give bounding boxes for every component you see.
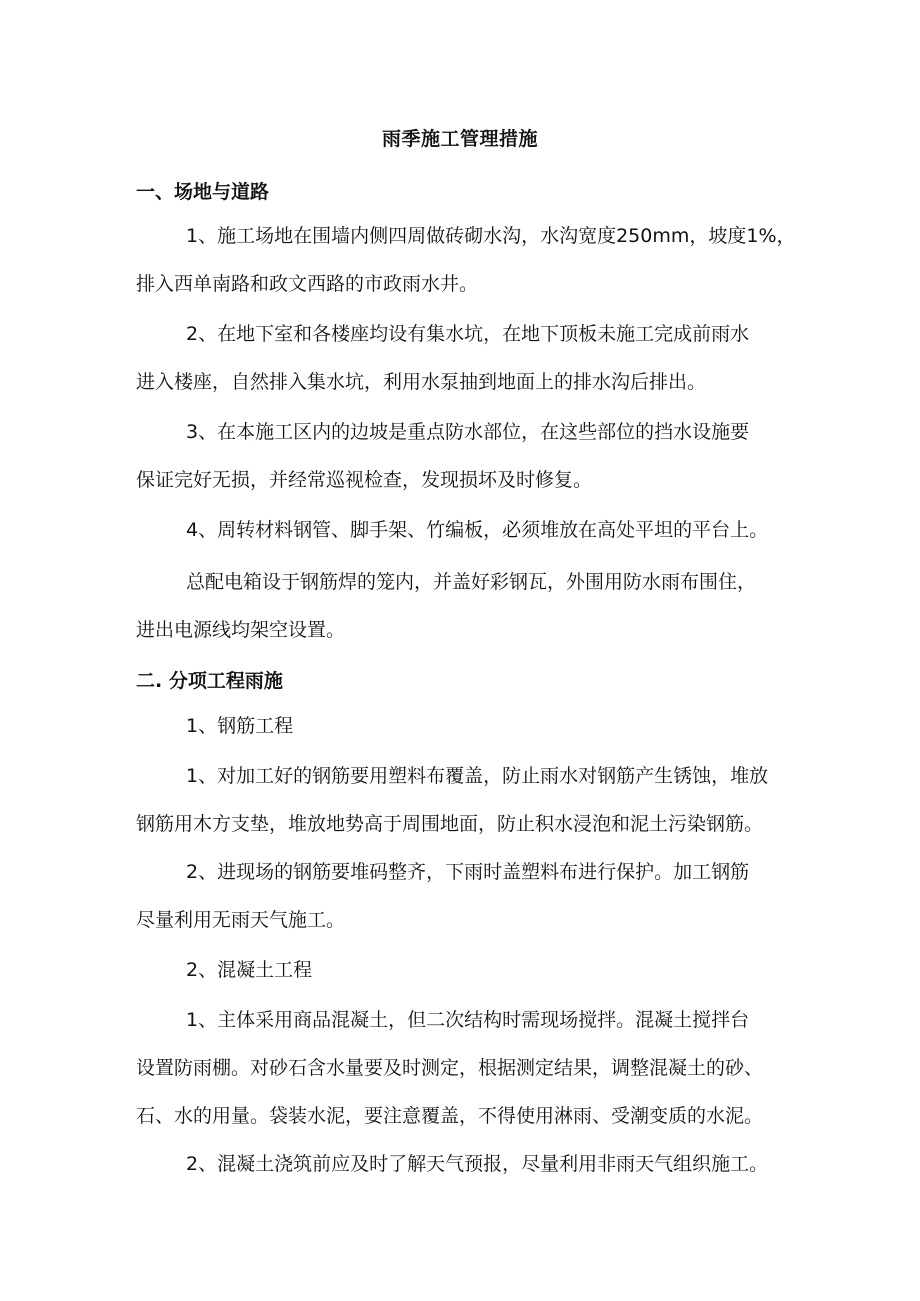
paragraph-line: 保证完好无损，并经常巡视检查，发现损坏及时修复。 xyxy=(136,469,593,491)
paragraph-line: 设置防雨棚。对砂石含水量要及时测定，根据测定结果，调整混凝土的砂、 xyxy=(136,1057,764,1079)
paragraph-line: 2、在地下室和各楼座均设有集水坑，在地下顶板未施工完成前雨水 xyxy=(186,323,750,345)
paragraph-line: 3、在本施工区内的边坡是重点防水部位，在这些部位的挡水设施要 xyxy=(186,421,750,443)
subsection-heading-rebar: 1、钢筋工程 xyxy=(186,715,294,737)
document-title: 雨季施工管理措施 xyxy=(381,128,538,150)
paragraph-line: 进出电源线均架空设置。 xyxy=(136,619,346,641)
paragraph-line: 4、周转材料钢管、脚手架、竹编板，必须堆放在高处平坦的平台上。 xyxy=(186,519,769,541)
paragraph-line: 1、主体采用商品混凝土，但二次结构时需现场搅拌。混凝土搅拌台 xyxy=(186,1009,750,1031)
paragraph-line: 1、对加工好的钢筋要用塑料布覆盖，防止雨水对钢筋产生锈蚀，堆放 xyxy=(186,765,769,787)
paragraph-line: 进入楼座，自然排入集水坑，利用水泵抽到地面上的排水沟后排出。 xyxy=(136,371,707,393)
paragraph-line: 2、进现场的钢筋要堆码整齐，下雨时盖塑料布进行保护。加工钢筋 xyxy=(186,861,750,883)
paragraph-line: 总配电箱设于钢筋焊的笼内，并盖好彩钢瓦，外围用防水雨布围住， xyxy=(186,571,757,593)
subsection-heading-concrete: 2、混凝土工程 xyxy=(186,959,313,981)
section-heading-site-roads: 一、场地与道路 xyxy=(136,181,270,203)
paragraph-line: 1、施工场地在围墙内侧四周做砖砌水沟，水沟宽度250mm，坡度1%， xyxy=(186,225,796,247)
paragraph-line: 排入西单南路和政文西路的市政雨水井。 xyxy=(136,273,479,295)
paragraph-line: 钢筋用木方支垫，堆放地势高于周围地面，防止积水浸泡和泥土污染钢筋。 xyxy=(136,813,764,835)
paragraph-line: 石、水的用量。袋装水泥，要注意覆盖，不得使用淋雨、受潮变质的水泥。 xyxy=(136,1105,764,1127)
paragraph-line: 尽量利用无雨天气施工。 xyxy=(136,909,346,931)
paragraph-line: 2、混凝土浇筑前应及时了解天气预报，尽量利用非雨天气组织施工。 xyxy=(186,1153,769,1175)
section-heading-subitem-rain: 二. 分项工程雨施 xyxy=(136,670,283,692)
